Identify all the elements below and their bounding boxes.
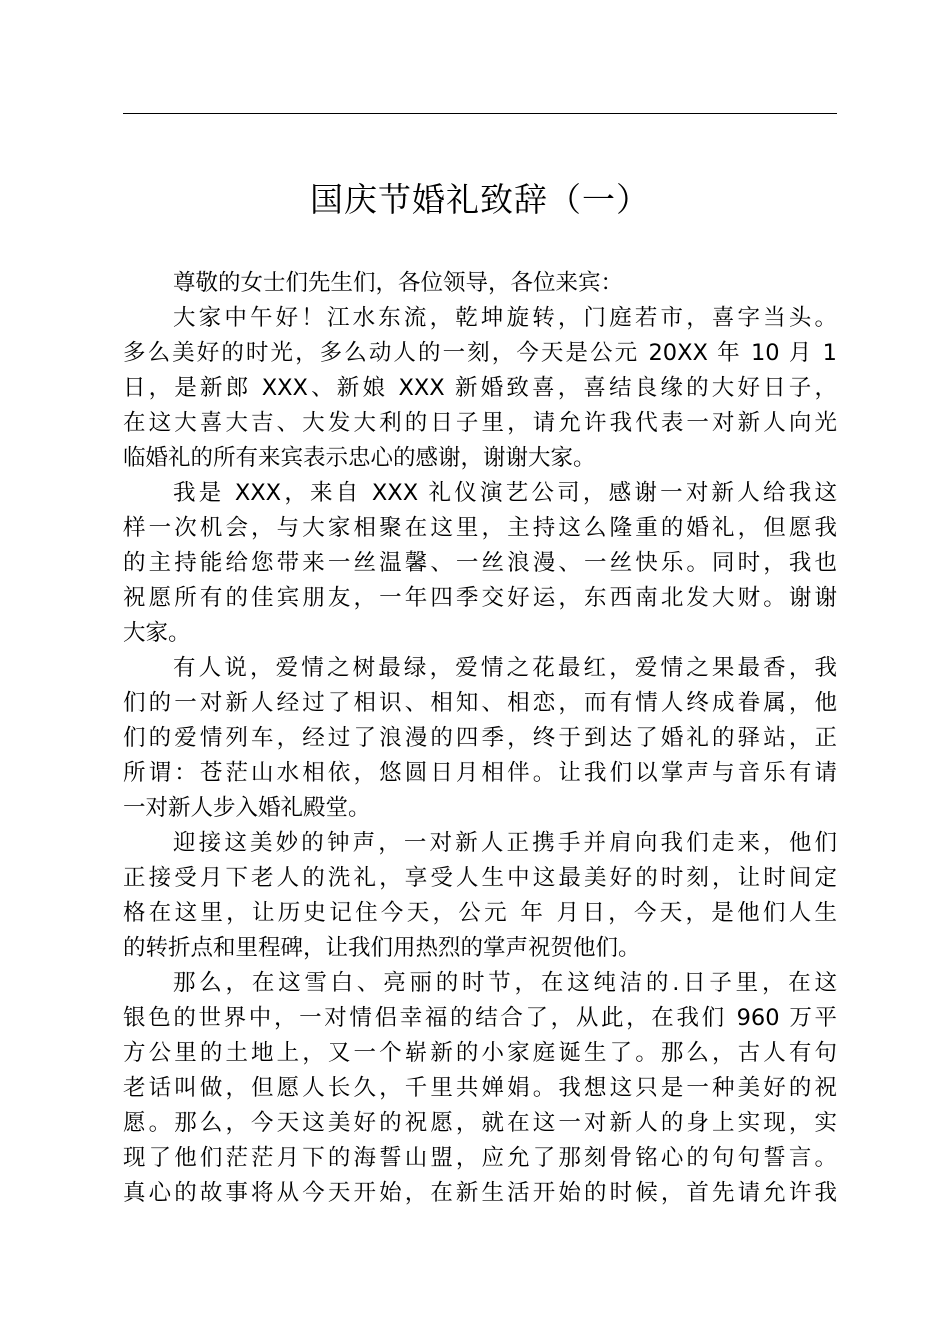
body-line: 大家。	[123, 620, 191, 646]
body-line: 方公里的土地上，又一个崭新的小家庭诞生了。那么，古人有句	[123, 1040, 837, 1066]
body-line: 临婚礼的所有来宾表示忠心的感谢，谢谢大家。	[123, 445, 596, 471]
body-line: 我是 XXX，来自 XXX 礼仪演艺公司，感谢一对新人给我这	[173, 480, 837, 506]
body-line: 大家中午好！江水东流，乾坤旋转，门庭若市，喜字当头。	[173, 305, 837, 331]
body-line: 日，是新郎 XXX、新娘 XXX 新婚致喜，喜结良缘的大好日子，	[123, 375, 837, 401]
document-title: 国庆节婚礼致辞（一）	[310, 180, 650, 219]
body-line: 的主持能给您带来一丝温馨、一丝浪漫、一丝快乐。同时，我也	[123, 550, 837, 576]
body-line: 格在这里，让历史记住今天，公元 年 月日，今天，是他们人生	[123, 900, 837, 926]
body-line: 多么美好的时光，多么动人的一刻，今天是公元 20XX 年 10 月 1	[123, 340, 837, 366]
body-line: 们的一对新人经过了相识、相知、相恋，而有情人终成眷属，他	[123, 690, 837, 716]
body-line: 祝愿所有的佳宾朋友，一年四季交好运，东西南北发大财。谢谢	[123, 585, 837, 611]
body-line: 一对新人步入婚礼殿堂。	[123, 795, 371, 821]
body-line: 有人说，爱情之树最绿，爱情之花最红，爱情之果最香，我	[173, 655, 837, 681]
header-rule	[123, 113, 837, 114]
body-line: 样一次机会，与大家相聚在这里，主持这么隆重的婚礼，但愿我	[123, 515, 837, 541]
body-line: 银色的世界中，一对情侣幸福的结合了，从此，在我们 960 万平	[123, 1005, 837, 1031]
body-line-salutation: 尊敬的女士们先生们，各位领导，各位来宾：	[173, 270, 624, 296]
document-body	[123, 266, 837, 1211]
body-line: 真心的故事将从今天开始，在新生活开始的时候，首先请允许我	[123, 1180, 837, 1206]
body-line: 们的爱情列车，经过了浪漫的四季，终于到达了婚礼的驿站，正	[123, 725, 837, 751]
body-line: 的转折点和里程碑，让我们用热烈的掌声祝贺他们。	[123, 935, 641, 961]
body-line: 老话叫做，但愿人长久，千里共婵娟。我想这只是一种美好的祝	[123, 1075, 837, 1101]
body-line: 现了他们茫茫月下的海誓山盟，应允了那刻骨铭心的句句誓言。	[123, 1145, 837, 1171]
body-line: 那么，在这雪白、亮丽的时节，在这纯洁的.日子里，在这	[173, 970, 837, 996]
body-line: 在这大喜大吉、大发大利的日子里，请允许我代表一对新人向光	[123, 410, 837, 436]
body-line: 正接受月下老人的洗礼，享受人生中这最美好的时刻，让时间定	[123, 865, 837, 891]
body-line: 所谓：苍茫山水相依，悠圆日月相伴。让我们以掌声与音乐有请	[123, 760, 837, 786]
body-line: 迎接这美妙的钟声，一对新人正携手并肩向我们走来，他们	[173, 830, 837, 856]
body-line: 愿。那么，今天这美好的祝愿，就在这一对新人的身上实现，实	[123, 1110, 837, 1136]
